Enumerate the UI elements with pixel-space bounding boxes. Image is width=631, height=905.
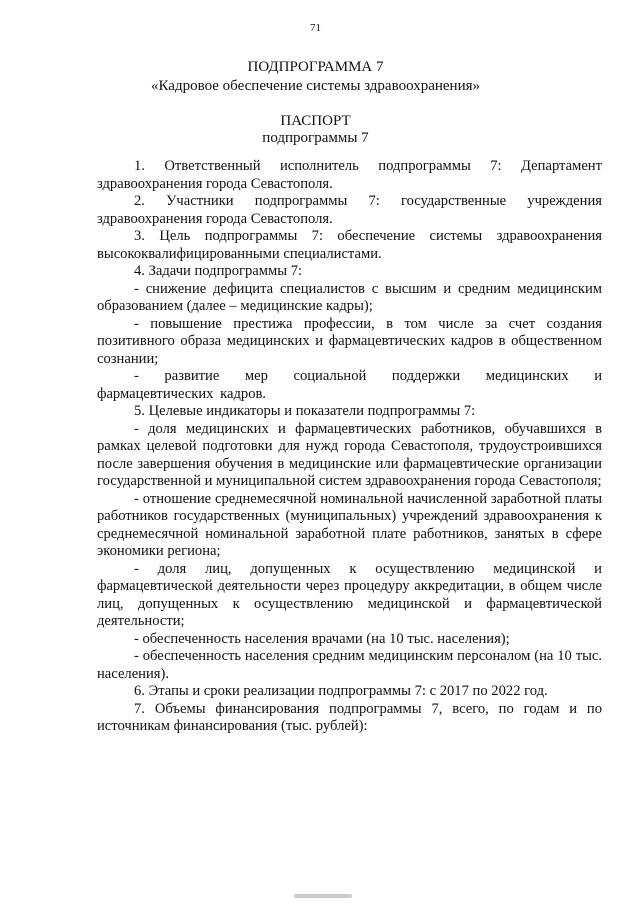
paragraph-stages: 6. Этапы и сроки реализации подпрограммы 7: с 2017 по 2022 год. <box>134 683 548 699</box>
paragraph-funding: 7. Объемы финансирования подпрограммы 7, всего, по годам и по источникам финансирования (тыс. рублей): <box>97 700 602 734</box>
paragraph-goal: 3. Цель подпрограммы 7: обеспечение системы здравоохранения высококвалифицированными специалистами. <box>97 228 602 262</box>
paragraph-indicator-3: - доля лиц, допущенных к осуществлению медицинской и фармацевтической деятельности через процедуру аккредитации, в общем числе лиц, допущенных к осуществлению медицинской и фармацевтической деятельности; <box>97 560 602 629</box>
paragraph-indicator-4: - обеспеченность населения врачами (на 10 тыс. населения); <box>134 630 510 647</box>
passport-body <box>97 158 602 736</box>
passport-title: ПАСПОРТ <box>280 113 351 129</box>
paragraph-task-3: - развитие мер социальной поддержки медицинских и фармацевтических кадров. <box>97 368 602 402</box>
paragraph-task-1: - снижение дефицита специалистов с высшим и средним медицинским образованием (далее – медицинские кадры); <box>97 280 602 314</box>
passport-subtitle: подпрограммы 7 <box>262 130 369 146</box>
page-number: 71 <box>310 22 321 34</box>
paragraph-task-2: - повышение престижа профессии, в том числе за счет создания позитивного образа медицинских и фармацевтических кадров в общественном сознании; <box>97 315 602 367</box>
paragraph-tasks-heading: 4. Задачи подпрограммы 7: <box>134 263 303 279</box>
paragraph-indicator-2: - отношение среднемесячной номинальной начисленной заработной платы работников государственных (муниципальных) учреждений здравоохранения к среднемесячной номинальной заработной плате работников, занятых в сфере экономики региона; <box>97 490 602 559</box>
paragraph-participants: 2. Участники подпрограммы 7: государственные учреждения здравоохранения города Севастополя. <box>97 193 602 227</box>
paragraph-indicators-heading: 5. Целевые индикаторы и показатели подпрограммы 7: <box>134 403 476 419</box>
paragraph-indicator-5: - обеспеченность населения средним медицинским персоналом (на 10 тыс. населения). <box>97 648 602 682</box>
scan-mark <box>294 894 352 898</box>
paragraph-indicator-1: - доля медицинских и фармацевтических работников, обучавшихся в рамках целевой подготовки для нужд города Севастополя, трудоустроившихся после завершения обучения в медицинские или фармацевтические организации государственной и муниципальной систем здравоохранения города Севастополя; <box>97 420 602 489</box>
program-subtitle: «Кадровое обеспечение системы здравоохранения» <box>151 78 480 94</box>
paragraph-responsible: 1. Ответственный исполнитель подпрограммы 7: Департамент здравоохранения города Севастополя. <box>97 158 602 192</box>
program-title: ПОДПРОГРАММА 7 <box>247 59 384 75</box>
